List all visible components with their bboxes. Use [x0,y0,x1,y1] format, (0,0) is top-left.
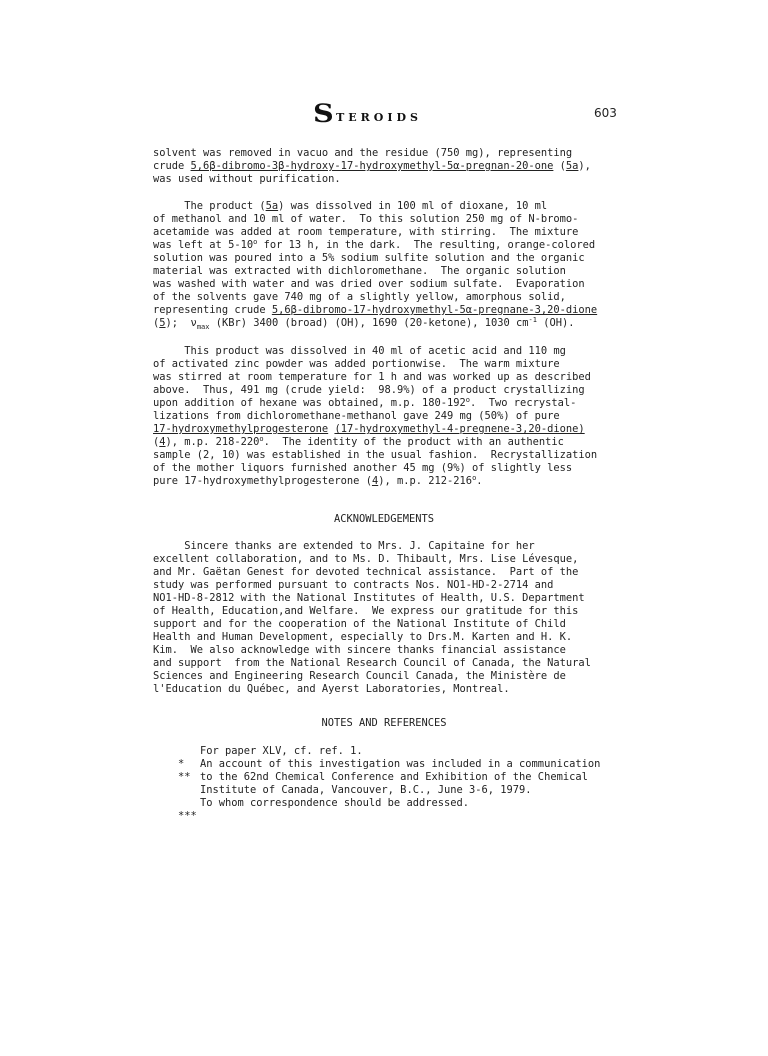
text-line: solvent was removed in vacuo and the residue (750 mg), representing [153,147,573,159]
notes-heading: NOTES AND REFERENCES [321,717,447,729]
note-text: An account of this investigation was included in a communication to the 62nd Chemical Conference and Exhibition of the Chemical Institute of Canada, Vancouver, B.C., June 3-6, 1979. [200,758,601,796]
text-line: Kim. We also acknowledge with sincere thanks financial assistance [153,644,566,656]
compound-label: 4 [159,436,166,448]
text-line: was left at 5-10$^o$ for 13 h, in the dark. The resulting, orange-colored [153,238,596,251]
text-line: was washed with water and was dried over sodium sulfate. Evaporation [153,278,585,290]
text-line: (5); $\nu_{max}$ (KBr) 3400 (broad) (OH), 1690 (20-ketone), 1030 $cm^{-1}$ (OH). [153,316,575,332]
compound-label: 5 [159,317,166,329]
text-line: material was extracted with dichloromethane. The organic solution [153,265,566,277]
text-line: study was performed pursuant to contracts Nos. NO1-HD-2-2714 and [153,579,554,591]
note-mark: * [178,758,185,770]
text-line: l'Education du Québec, and Ayerst Laboratories, Montreal. [153,683,510,695]
text-line: Sincere thanks are extended to Mrs. J. Capitaine for her [153,540,535,552]
journal-logo-initial: S [313,99,334,128]
text-line: was used without purification. [153,173,341,185]
text-line: solution was poured into a 5% sodium sulfite solution and the organic [153,252,585,264]
paragraph-product-dissolved [153,200,597,334]
paragraph-zinc-reduction [153,345,597,488]
text-line: NO1-HD-8-2812 with the National Institutes of Health, U.S. Department [153,592,585,604]
text-line: of activated zinc powder was added portionwise. The warm mixture [153,358,560,370]
text-line: of the mother liquors furnished another 45 mg (9%) of slightly less [153,462,573,474]
text-line: representing crude 5,6β-dibromo-17-hydroxymethyl-5α-pregnane-3,20-dione [153,304,598,316]
note-mark: *** [178,810,197,822]
text-line [153,423,597,436]
text-line: The product (5a) was dissolved in 100 ml of dioxane, 10 ml [153,200,548,212]
acknowledgements-heading: ACKNOWLEDGEMENTS [333,513,435,525]
text-line: acetamide was added at room temperature, with stirring. The mixture [153,226,579,238]
text-line: pure 17-hydroxymethylprogesterone (4), m.p. 212-216$^o$. [153,474,483,487]
compound-label: 4 [371,475,379,487]
acknowledgements-body [153,540,591,696]
text-line: of Health, Education,and Welfare. We express our gratitude for this [153,605,579,617]
compound-name: (17-hydroxymethyl-4-pregnene-3,20-dione) [334,423,585,435]
note-text: To whom correspondence should be addressed. [200,797,469,809]
page-number: 603 [594,106,617,120]
text-line: support and for the cooperation of the National Institute of Child [153,618,566,630]
compound-name: 5,6β-dibromo-17-hydroxymethyl-5α-pregnane-3,20-dione [271,304,598,316]
text-line: crude 5,6β-dibromo-3β-hydroxy-17-hydroxymethyl-5α-pregnan-20-one (5a), [153,160,591,172]
text-line: was stirred at room temperature for 1 h and was worked up as described [153,371,591,383]
compound-label: 5a [565,160,579,172]
text-line: sample (2, 10) was established in the usual fashion. Recrystallization [153,449,598,461]
text-line: This product was dissolved in 40 ml of acetic acid and 110 mg [153,345,566,357]
text-line: upon addition of hexane was obtained, m.p. 180-192$^o$. Two recrystal- [153,396,577,409]
compound-name: 5,6β-dibromo-3β-hydroxy-17-hydroxymethyl-5α-pregnan-20-one [190,160,554,172]
note-text: For paper XLV, cf. ref. 1. [200,745,363,757]
journal-logo-rest: TEROIDS [336,111,422,124]
text-line: (4), m.p. 218-220$^o$. The identity of the product with an authentic [153,435,564,448]
compound-name: 17-hydroxymethylprogesterone [153,423,329,435]
text-line: excellent collaboration, and to Ms. D. Thibault, Mrs. Lise Lévesque, [153,553,579,565]
journal-logo [313,99,422,128]
paragraph-solvent-removal [153,147,591,186]
text-line: Sciences and Engineering Research Council Canada, the Ministère de [153,670,566,682]
text-line: and support from the National Research Council of Canada, the Natural [153,657,591,669]
text-line: of methanol and 10 ml of water. To this solution 250 mg of N-bromo- [153,213,579,225]
compound-label: 5a [265,200,279,212]
note-item [153,797,469,849]
note-mark: ** [178,771,191,783]
text-line: Health and Human Development, especially to Drs.M. Karten and H. K. [153,631,573,643]
text-line: lizations from dichloromethane-methanol gave 249 mg (50%) of pure [153,410,560,422]
text-line: above. Thus, 491 mg (crude yield: 98.9%) of a product crystallizing [153,384,585,396]
text-line: and Mr. Gaëtan Genest for devoted technical assistance. Part of the [153,566,579,578]
text-line: of the solvents gave 740 mg of a slightly yellow, amorphous solid, [153,291,566,303]
